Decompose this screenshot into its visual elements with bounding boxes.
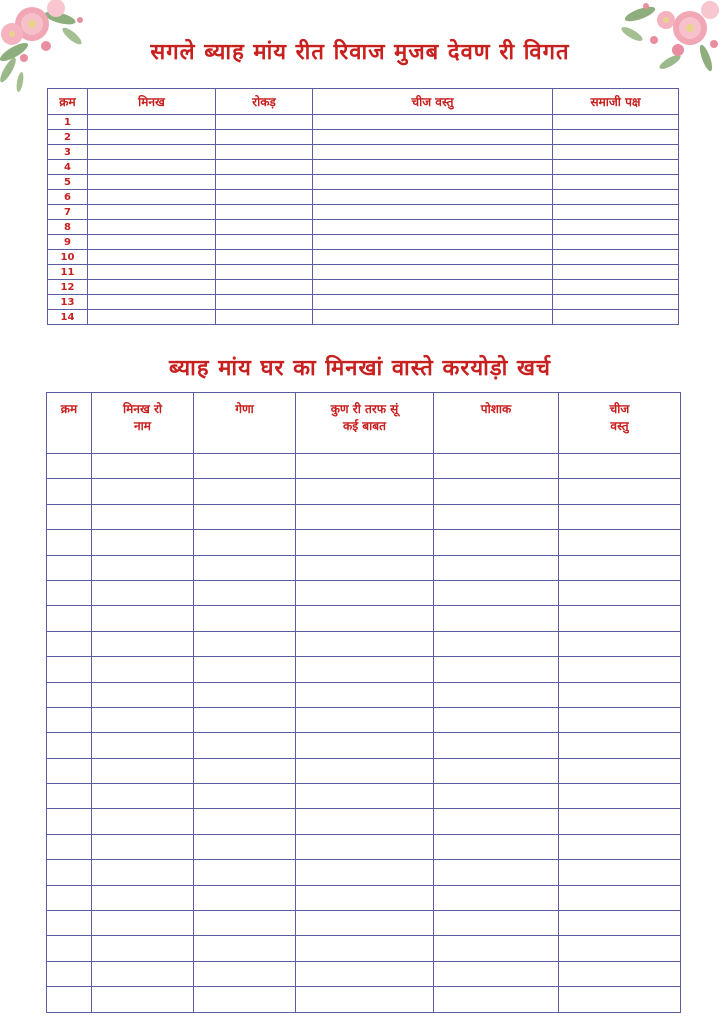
table-cell[interactable]	[434, 758, 559, 783]
table-cell[interactable]	[296, 834, 434, 859]
table-cell[interactable]	[559, 454, 681, 479]
table-cell[interactable]	[92, 657, 194, 682]
family-expenses-table	[46, 392, 681, 1013]
table-cell[interactable]	[559, 936, 681, 961]
table-cell[interactable]	[559, 733, 681, 758]
row-number: 3	[48, 145, 88, 160]
table-cell[interactable]	[434, 504, 559, 529]
table-cell[interactable]	[216, 250, 313, 265]
table-cell[interactable]	[313, 190, 553, 205]
row-number: 8	[48, 220, 88, 235]
table-cell[interactable]	[194, 580, 296, 605]
table-row	[47, 987, 681, 1012]
table-cell[interactable]	[47, 682, 92, 707]
table-cell[interactable]	[47, 504, 92, 529]
table-row	[47, 631, 681, 656]
table-cell[interactable]	[92, 682, 194, 707]
table-cell[interactable]	[296, 758, 434, 783]
row-number: 13	[48, 295, 88, 310]
table-row	[48, 310, 679, 325]
table-cell[interactable]	[553, 265, 679, 280]
table-cell[interactable]	[296, 606, 434, 631]
table-cell[interactable]	[194, 834, 296, 859]
table-row	[48, 235, 679, 250]
table-cell[interactable]	[216, 310, 313, 325]
table-cell[interactable]	[553, 175, 679, 190]
table-row	[48, 250, 679, 265]
table-row	[47, 504, 681, 529]
table-cell[interactable]	[313, 280, 553, 295]
table-cell[interactable]	[296, 784, 434, 809]
table-cell[interactable]	[296, 885, 434, 910]
table-cell[interactable]	[194, 479, 296, 504]
table-cell[interactable]	[553, 250, 679, 265]
row-number: 7	[48, 205, 88, 220]
row-number: 14	[48, 310, 88, 325]
table-cell[interactable]	[92, 911, 194, 936]
table-cell[interactable]	[559, 657, 681, 682]
table-cell[interactable]	[296, 961, 434, 986]
table-cell[interactable]	[88, 220, 216, 235]
table-cell[interactable]	[559, 631, 681, 656]
row-number: 1	[48, 115, 88, 130]
table-row	[47, 707, 681, 732]
table-cell[interactable]	[296, 479, 434, 504]
table-cell[interactable]	[92, 885, 194, 910]
table-row	[47, 733, 681, 758]
table-cell[interactable]	[194, 809, 296, 834]
table-row	[47, 936, 681, 961]
table-cell[interactable]	[47, 885, 92, 910]
table-cell[interactable]	[194, 733, 296, 758]
table-cell[interactable]	[553, 205, 679, 220]
table-cell[interactable]	[434, 555, 559, 580]
table-cell[interactable]	[434, 936, 559, 961]
table-cell[interactable]	[47, 479, 92, 504]
table-row	[47, 580, 681, 605]
table-cell[interactable]	[92, 809, 194, 834]
table-cell[interactable]	[434, 987, 559, 1012]
table-cell[interactable]	[296, 860, 434, 885]
table-cell[interactable]	[559, 479, 681, 504]
table-cell[interactable]	[216, 280, 313, 295]
table-cell[interactable]	[216, 205, 313, 220]
table-cell[interactable]	[216, 130, 313, 145]
table-cell[interactable]	[194, 758, 296, 783]
table-cell[interactable]	[92, 555, 194, 580]
table-cell[interactable]	[296, 682, 434, 707]
table-cell[interactable]	[434, 961, 559, 986]
table-cell[interactable]	[434, 707, 559, 732]
column-header-clothing: पोशाक	[434, 393, 559, 454]
table-cell[interactable]	[313, 235, 553, 250]
table-cell[interactable]	[313, 145, 553, 160]
table-cell[interactable]	[296, 580, 434, 605]
table-cell[interactable]	[216, 295, 313, 310]
table-cell[interactable]	[216, 145, 313, 160]
row-number: 2	[48, 130, 88, 145]
column-header-person: मिनख	[88, 89, 216, 115]
table-cell[interactable]	[434, 784, 559, 809]
table-cell[interactable]	[434, 860, 559, 885]
table-cell[interactable]	[194, 707, 296, 732]
table-row	[48, 175, 679, 190]
table-cell[interactable]	[194, 961, 296, 986]
column-header-items: चीज वस्तु	[559, 393, 681, 454]
table-cell[interactable]	[434, 682, 559, 707]
table-cell[interactable]	[47, 911, 92, 936]
table-cell[interactable]	[92, 834, 194, 859]
table-cell[interactable]	[194, 657, 296, 682]
table-cell[interactable]	[92, 580, 194, 605]
column-header-serial: क्रम	[48, 89, 88, 115]
table-row	[47, 961, 681, 986]
table-cell[interactable]	[88, 310, 216, 325]
row-number: 5	[48, 175, 88, 190]
table-cell[interactable]	[92, 504, 194, 529]
table-row	[47, 860, 681, 885]
table-row	[48, 205, 679, 220]
table-cell[interactable]	[553, 235, 679, 250]
table-cell[interactable]	[194, 860, 296, 885]
table-cell[interactable]	[434, 657, 559, 682]
table-cell[interactable]	[553, 130, 679, 145]
table-cell[interactable]	[88, 280, 216, 295]
table-cell[interactable]	[216, 190, 313, 205]
table-cell[interactable]	[313, 265, 553, 280]
table-cell[interactable]	[194, 606, 296, 631]
row-number: 6	[48, 190, 88, 205]
table-cell[interactable]	[92, 479, 194, 504]
table-cell[interactable]	[553, 295, 679, 310]
table-cell[interactable]	[559, 682, 681, 707]
table-cell[interactable]	[313, 115, 553, 130]
table-cell[interactable]	[553, 280, 679, 295]
table-cell[interactable]	[559, 555, 681, 580]
table-cell[interactable]	[296, 733, 434, 758]
table-cell[interactable]	[559, 834, 681, 859]
table-row	[48, 295, 679, 310]
table-cell[interactable]	[88, 265, 216, 280]
table-cell[interactable]	[434, 834, 559, 859]
wedding-gifts-table	[47, 88, 679, 325]
table-row	[48, 280, 679, 295]
column-header-jewellery: गेणा	[194, 393, 296, 454]
table-row	[48, 115, 679, 130]
table-header-row	[48, 89, 679, 115]
table-cell[interactable]	[47, 454, 92, 479]
table-cell[interactable]	[296, 657, 434, 682]
table-cell[interactable]	[434, 733, 559, 758]
table-cell[interactable]	[434, 580, 559, 605]
table-cell[interactable]	[434, 911, 559, 936]
table-cell[interactable]	[553, 310, 679, 325]
table-cell[interactable]	[313, 130, 553, 145]
column-header-serial: क्रम	[47, 393, 92, 454]
table-cell[interactable]	[47, 606, 92, 631]
table-cell[interactable]	[194, 504, 296, 529]
table-row	[47, 784, 681, 809]
table-cell[interactable]	[559, 911, 681, 936]
table-cell[interactable]	[47, 987, 92, 1012]
table-cell[interactable]	[88, 175, 216, 190]
table-cell[interactable]	[47, 555, 92, 580]
table-cell[interactable]	[47, 707, 92, 732]
table-cell[interactable]	[296, 936, 434, 961]
table-cell[interactable]	[88, 160, 216, 175]
table-cell[interactable]	[434, 479, 559, 504]
table-cell[interactable]	[216, 220, 313, 235]
section-title: ब्याह मांय घर का मिनखां वास्ते करयोड़ो खर्च	[169, 356, 551, 381]
table-cell[interactable]	[216, 115, 313, 130]
table-row	[48, 160, 679, 175]
table-cell[interactable]	[296, 530, 434, 555]
table-cell[interactable]	[47, 860, 92, 885]
column-header-person-name: मिनख रो नाम	[92, 393, 194, 454]
table-cell[interactable]	[47, 784, 92, 809]
table-row	[48, 220, 679, 235]
table-cell[interactable]	[216, 175, 313, 190]
table-cell[interactable]	[47, 961, 92, 986]
table-row	[48, 145, 679, 160]
table-cell[interactable]	[88, 115, 216, 130]
column-header-cash: रोकड़	[216, 89, 313, 115]
table-cell[interactable]	[313, 160, 553, 175]
table-row	[47, 682, 681, 707]
column-header-social-side: समाजी पक्ष	[553, 89, 679, 115]
table-row	[47, 454, 681, 479]
table-cell[interactable]	[296, 809, 434, 834]
table-cell[interactable]	[88, 235, 216, 250]
table-cell[interactable]	[434, 530, 559, 555]
table-cell[interactable]	[194, 530, 296, 555]
table-row	[47, 479, 681, 504]
table-cell[interactable]	[553, 145, 679, 160]
column-header-items: चीज वस्तु	[313, 89, 553, 115]
table-cell[interactable]	[92, 987, 194, 1012]
table-cell[interactable]	[92, 860, 194, 885]
table-cell[interactable]	[216, 265, 313, 280]
table-cell[interactable]	[313, 220, 553, 235]
column-header-from-whom: कुण री तरफ सूं कई बाबत	[296, 393, 434, 454]
table-cell[interactable]	[434, 885, 559, 910]
table-row	[47, 885, 681, 910]
table-row	[47, 911, 681, 936]
table-cell[interactable]	[313, 295, 553, 310]
table-cell[interactable]	[553, 190, 679, 205]
table-cell[interactable]	[553, 160, 679, 175]
table-row	[47, 834, 681, 859]
table-cell[interactable]	[194, 454, 296, 479]
table-cell[interactable]	[216, 235, 313, 250]
table-cell[interactable]	[296, 987, 434, 1012]
table-cell[interactable]	[296, 454, 434, 479]
table-cell[interactable]	[92, 530, 194, 555]
table-cell[interactable]	[88, 130, 216, 145]
table-cell[interactable]	[296, 911, 434, 936]
table-row	[47, 606, 681, 631]
table-cell[interactable]	[216, 160, 313, 175]
table-cell[interactable]	[559, 809, 681, 834]
table-cell[interactable]	[47, 530, 92, 555]
table-cell[interactable]	[88, 190, 216, 205]
table-cell[interactable]	[296, 631, 434, 656]
table-cell[interactable]	[553, 220, 679, 235]
table-header-row	[47, 393, 681, 454]
table-cell[interactable]	[296, 555, 434, 580]
table-cell[interactable]	[313, 250, 553, 265]
table-cell[interactable]	[92, 936, 194, 961]
table-cell[interactable]	[194, 987, 296, 1012]
table-cell[interactable]	[92, 707, 194, 732]
table-cell[interactable]	[47, 936, 92, 961]
table-cell[interactable]	[559, 987, 681, 1012]
table-cell[interactable]	[559, 784, 681, 809]
table-cell[interactable]	[553, 115, 679, 130]
table-row	[48, 190, 679, 205]
table-row	[47, 555, 681, 580]
table-cell[interactable]	[92, 784, 194, 809]
table-cell[interactable]	[559, 758, 681, 783]
table-row	[48, 130, 679, 145]
table-cell[interactable]	[47, 809, 92, 834]
table-cell[interactable]	[559, 504, 681, 529]
table-row	[47, 809, 681, 834]
table-cell[interactable]	[296, 504, 434, 529]
row-number: 12	[48, 280, 88, 295]
table-cell[interactable]	[194, 885, 296, 910]
table-cell[interactable]	[92, 758, 194, 783]
table-cell[interactable]	[194, 682, 296, 707]
table-cell[interactable]	[47, 834, 92, 859]
page-title: सगले ब्याह मांय रीत रिवाज मुजब देवण री विगत	[150, 40, 570, 65]
table-cell[interactable]	[559, 860, 681, 885]
table-cell[interactable]	[47, 580, 92, 605]
table-cell[interactable]	[559, 580, 681, 605]
table-cell[interactable]	[313, 175, 553, 190]
table-cell[interactable]	[194, 784, 296, 809]
table-cell[interactable]	[92, 631, 194, 656]
table-cell[interactable]	[92, 454, 194, 479]
table-cell[interactable]	[434, 809, 559, 834]
table-cell[interactable]	[88, 295, 216, 310]
row-number: 4	[48, 160, 88, 175]
table-cell[interactable]	[313, 205, 553, 220]
table-row	[47, 758, 681, 783]
table-cell[interactable]	[559, 961, 681, 986]
table-cell[interactable]	[47, 758, 92, 783]
table-cell[interactable]	[194, 555, 296, 580]
table-cell[interactable]	[434, 606, 559, 631]
table-cell[interactable]	[88, 205, 216, 220]
table-cell[interactable]	[88, 250, 216, 265]
table-cell[interactable]	[559, 707, 681, 732]
table-cell[interactable]	[434, 631, 559, 656]
table-cell[interactable]	[194, 936, 296, 961]
row-number: 10	[48, 250, 88, 265]
table-cell[interactable]	[559, 885, 681, 910]
table-row	[48, 265, 679, 280]
table-cell[interactable]	[559, 606, 681, 631]
table-cell[interactable]	[296, 707, 434, 732]
table-cell[interactable]	[313, 310, 553, 325]
table-cell[interactable]	[92, 961, 194, 986]
table-cell[interactable]	[194, 631, 296, 656]
table-cell[interactable]	[559, 530, 681, 555]
table-row	[47, 530, 681, 555]
table-cell[interactable]	[47, 733, 92, 758]
table-row	[47, 657, 681, 682]
row-number: 11	[48, 265, 88, 280]
table-cell[interactable]	[434, 454, 559, 479]
table-cell[interactable]	[47, 631, 92, 656]
table-cell[interactable]	[88, 145, 216, 160]
table-cell[interactable]	[92, 733, 194, 758]
table-cell[interactable]	[194, 911, 296, 936]
table-cell[interactable]	[47, 657, 92, 682]
table-cell[interactable]	[92, 606, 194, 631]
row-number: 9	[48, 235, 88, 250]
